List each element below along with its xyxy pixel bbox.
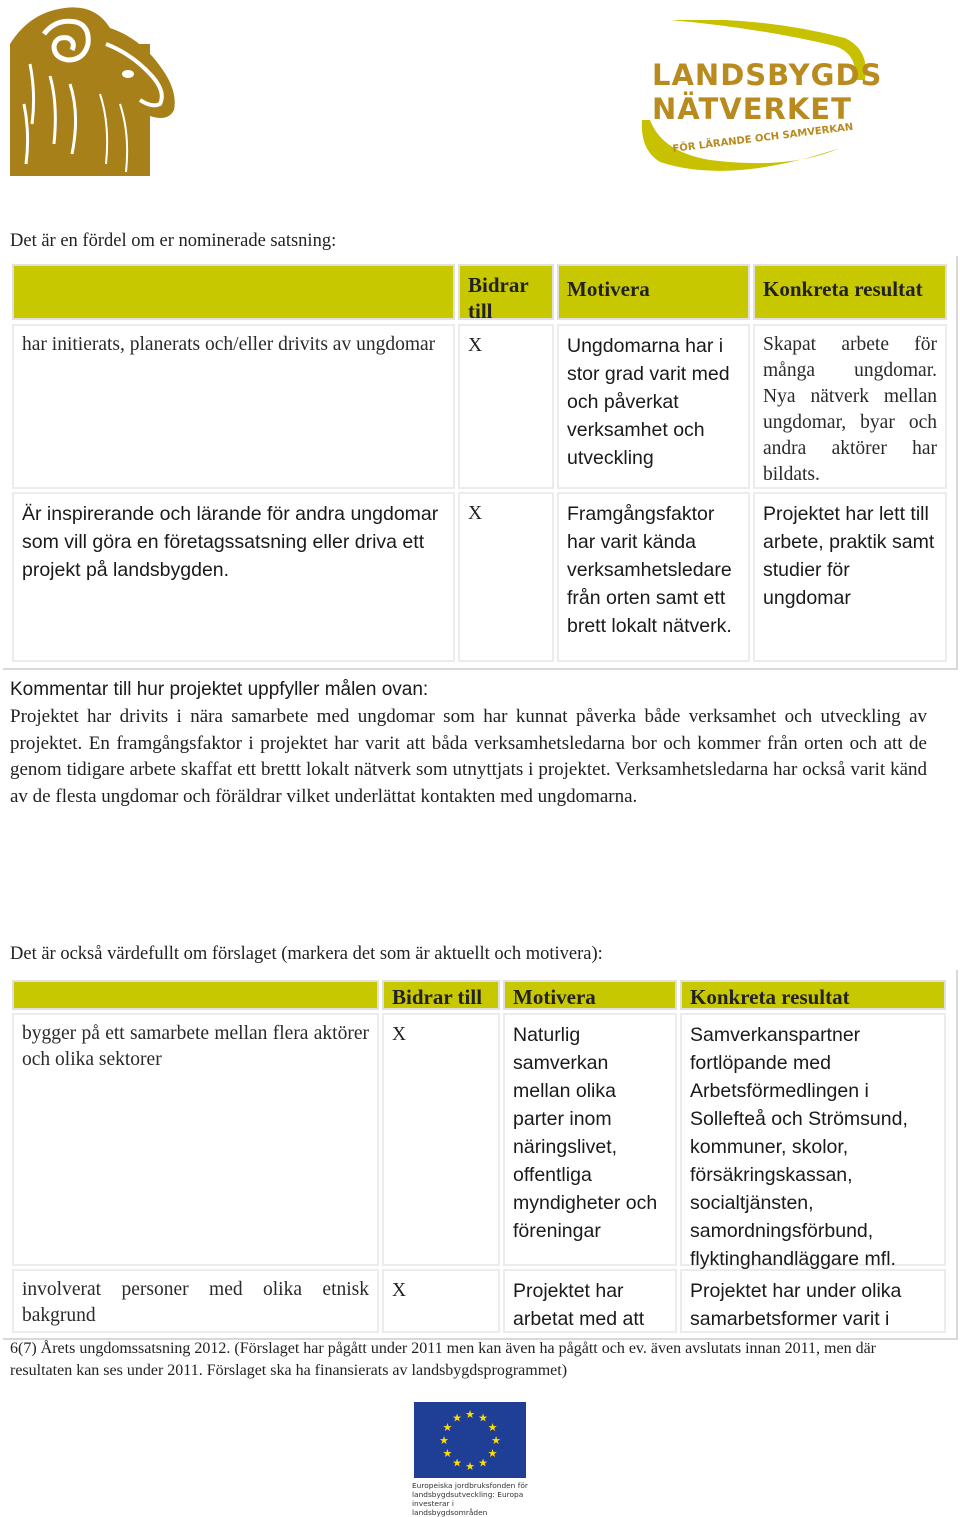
table1-header-bidrar: Bidrar till xyxy=(458,264,554,320)
sheep-head-logo xyxy=(10,4,180,176)
table1-row2-motivation: Framgångsfaktor har varit kända verksamhetsledare från orten samt ett brett lokalt nätverk. xyxy=(557,492,750,662)
table1-row2-criterion: Är inspirerande och lärande för andra ungdomar som vill göra en företagssatsning eller driva ett projekt på landsbygden. xyxy=(12,492,455,662)
table2-header-motivera: Motivera xyxy=(503,980,677,1010)
eu-star-icon: ★ xyxy=(465,1409,475,1421)
table2-row1-result: Samverkanspartner fortlöpande med Arbetsförmedlingen i Sollefteå och Strömsund, kommuner, skolor, försäkringskassan, socialtjänsten, samordningsförbund, flyktinghandläggare mfl. xyxy=(680,1013,946,1266)
table2-row2-criterion: involverat personer med olika etnisk bakgrund xyxy=(12,1269,379,1333)
table1-row1-mark: X xyxy=(458,324,554,489)
table1-row1-criterion: har initierats, planerats och/eller drivits av ungdomar xyxy=(12,324,455,489)
table2-header-resultat: Konkreta resultat xyxy=(680,980,946,1010)
comment-text: Projektet har drivits i nära samarbete med ungdomar som har kunnat påverka både verksamhet och utveckling av projektet. En framgångsfaktor i projektet har varit att båda verksamhetsledarna bor och kommer från orten och att de genom tidigare arbete skaffat ett brettt lokalt nätverk som utnyttjats i projektet. Verksamhetsledarna har också varit känd av de flesta ungdomar och föräldrar vilket underlättat kontakten med ungdomarna. xyxy=(10,706,927,807)
table2-row1-motivation: Naturlig samverkan mellan olika parter inom näringslivet, offentliga myndigheter och föreningar xyxy=(503,1013,677,1266)
logo-tagline: FÖR LÄRANDE OCH SAMVERKAN xyxy=(672,121,854,155)
table1-header-resultat: Konkreta resultat xyxy=(753,264,947,320)
eu-star-icon: ★ xyxy=(491,1435,501,1447)
landsbygdsnatverket-logo xyxy=(640,20,883,180)
table2-row2-mark: X xyxy=(382,1269,500,1333)
logo-text-line2: NÄTVERKET xyxy=(652,92,852,126)
criteria-table-2 xyxy=(3,970,958,1340)
eu-caption: Europeiska jordbruksfonden för landsbygdsutveckling: Europa investerar i landsbygdsområden xyxy=(412,1481,528,1517)
eu-star-icon: ★ xyxy=(487,1422,498,1434)
comment-label: Kommentar till hur projektet uppfyller målen ovan: xyxy=(10,679,429,700)
table1-header-blank xyxy=(12,264,455,320)
eu-star-icon: ★ xyxy=(478,1457,488,1470)
table1-header-motivera: Motivera xyxy=(557,264,750,320)
table2-header-blank xyxy=(12,980,379,1010)
eu-flag-icon xyxy=(414,1402,526,1478)
eu-star-icon: ★ xyxy=(478,1412,488,1425)
table1-row1-motivation: Ungdomarna har i stor grad varit med och påverkat verksamhet och utveckling xyxy=(557,324,750,489)
table2-row1-mark: X xyxy=(382,1013,500,1266)
eu-star-icon: ★ xyxy=(452,1457,462,1470)
table2-row2-result: Projektet har under olika samarbetsformer varit i xyxy=(680,1269,946,1333)
table2-row1-criterion: bygger på ett samarbete mellan flera aktörer och olika sektorer xyxy=(12,1013,379,1266)
table1-row1-result: Skapat arbete för många ungdomar. Nya nätverk mellan ungdomar, byar och andra aktörer har bildats. xyxy=(753,324,947,489)
table1-row2-mark: X xyxy=(458,492,554,662)
page-footer: 6(7) Årets ungdomssatsning 2012. (Förslaget har pågått under 2011 men kan även ha pågått och ev. även avslutats innan 2011, men där resultaten kan ses under 2011. Förslaget ska ha finansierats av landsbygdsprogrammet) xyxy=(10,1340,876,1379)
eu-star-icon: ★ xyxy=(465,1461,475,1473)
table1-row2-result: Projektet har lett till arbete, praktik samt studier för ungdomar xyxy=(753,492,947,662)
eu-star-icon: ★ xyxy=(487,1448,498,1460)
eu-star-icon: ★ xyxy=(442,1448,453,1460)
eu-star-icon: ★ xyxy=(452,1412,462,1425)
eu-star-icon: ★ xyxy=(439,1435,449,1447)
eu-flag-logo xyxy=(412,1402,528,1517)
table2-header-bidrar: Bidrar till xyxy=(382,980,500,1010)
table2-row2-motivation: Projektet har arbetat med att xyxy=(503,1269,677,1333)
section1-intro: Det är en fördel om er nominerade satsning: xyxy=(10,231,337,251)
criteria-table-1 xyxy=(3,256,958,670)
logo-text-line1: LANDSBYGDS xyxy=(652,58,883,92)
section2-intro: Det är också värdefullt om förslaget (markera det som är aktuellt och motivera): xyxy=(10,944,603,964)
eu-star-icon: ★ xyxy=(442,1422,453,1434)
